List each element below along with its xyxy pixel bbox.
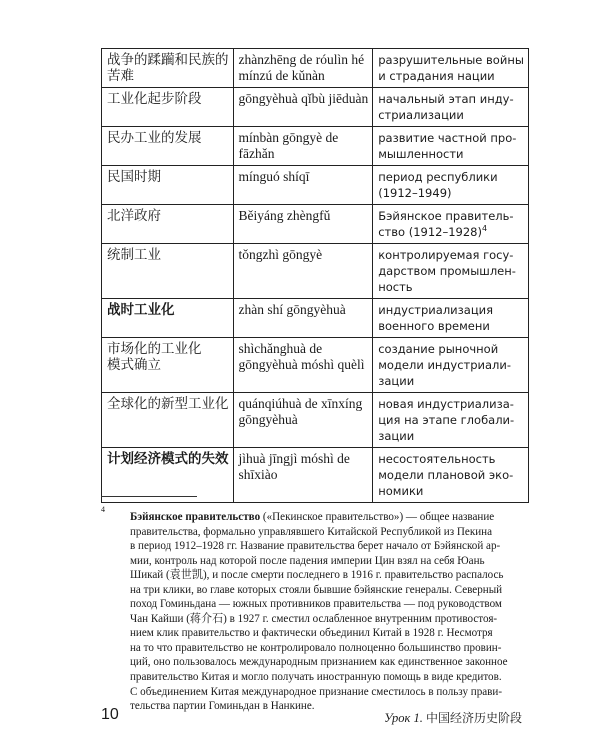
table-row [102,393,529,448]
table-row [102,166,529,205]
pinyin-line: fāzhǎn [238,146,275,161]
russian-translation-line [378,68,524,84]
pinyin-line: shīxiào [238,467,278,482]
footnote-line [130,655,522,670]
chinese-term-line: 苦难 [107,68,134,84]
table-row [102,338,529,393]
russian-translation-text: зации [378,429,415,443]
pinyin-line: shìchǎnghuà de [238,341,323,356]
chinese-term-line: 全球化的新型工业化 [107,396,229,412]
footnote-number: 4 [101,505,105,514]
footnote-line-text: нием клик правительство и фактически объединил Китай в 1928 г. Несмотря [130,627,493,640]
footnote-line-text: правительства, формально управлявшего Китайской Республикой из Пекина [130,525,493,538]
pinyin-line: mínbàn gōngyè de [238,130,339,145]
russian-translation-text: разрушительные войны [378,53,524,67]
russian-translation-cell [373,338,529,393]
russian-translation-text: модели плановой эко- [378,468,514,482]
russian-translation-line [378,467,524,483]
pinyin-cell [233,393,373,448]
russian-translation-line [378,428,524,444]
chinese-term-cell [102,166,234,205]
footnote-line-text: правительство Китая и могло получать иностранную помощь в виде кредитов. [130,671,502,684]
pinyin-line: mínzú de kǔnàn [238,68,325,83]
pinyin-line: zhàn shí gōngyèhuà [238,302,346,317]
pinyin-cell [233,205,373,244]
russian-translation-text: контролируемая госу- [378,248,514,262]
lesson-title: 中国经济历史阶段 [425,711,522,725]
chinese-term-line: 战争的蹂躏和民族的 [107,52,229,68]
russian-translation-line [378,208,524,224]
chinese-term-line: 战时工业化 [107,302,175,318]
russian-translation-line [378,396,524,412]
russian-translation-cell [373,127,529,166]
table-row [102,88,529,127]
russian-translation-text: ство (1912–1928) [378,225,482,239]
table-row [102,127,529,166]
chinese-term-line: 民国时期 [107,169,161,185]
chinese-term-cell [102,88,234,127]
russian-translation-text: зации [378,374,415,388]
footnote-line-text: С объединением Китая международное признание сместилось в пользу прави- [130,685,503,698]
russian-translation-cell [373,244,529,299]
chinese-term-cell [102,338,234,393]
footnote-reference[interactable]: 4 [481,224,488,234]
vocabulary-table-body [102,49,529,503]
chinese-term-cell [102,205,234,244]
russian-translation-line [378,130,524,146]
footnote-line [130,554,522,569]
russian-translation-line [378,318,524,334]
russian-translation-cell [373,166,529,205]
footnote-line-text: Чан Кайши (蒋介石) в 1927 г. сместил ослабленное внутренним противостоя- [130,612,498,625]
footnote-line [130,685,522,700]
russian-translation-text: (1912–1949) [378,186,452,200]
footnote-line-text: поход Гоминьдана — южных противников правительства — под руководством [130,598,502,611]
pinyin-line: gōngyèhuà móshì quèlì [238,357,365,372]
footnote-term: Бэйянское правительство [130,511,261,523]
russian-translation-line [378,247,524,263]
russian-translation-line [378,107,524,123]
russian-translation-cell [373,205,529,244]
footnote-line-text: тельства партии Гоминьдан в Нанкине. [130,700,315,713]
lesson-label: Урок 1. [384,711,423,725]
russian-translation-line [378,341,524,357]
footnote-line-text: мии, контроль над которой после падения империи Цин взял на себя Юань [130,554,485,567]
russian-translation-text: новая индустриализа- [378,397,514,411]
pinyin-line: tǒngzhì gōngyè [238,247,323,262]
russian-translation-text: создание рыночной [378,342,499,356]
russian-translation-line [378,263,524,279]
russian-translation-line [378,91,524,107]
table-row [102,299,529,338]
russian-translation-text: ция на этапе глобали- [378,413,515,427]
chinese-term-cell [102,127,234,166]
chinese-term-cell [102,49,234,88]
russian-translation-line [378,357,524,373]
russian-translation-line [378,483,524,499]
footnote-line [130,583,522,598]
running-head [384,709,522,726]
russian-translation-text: развитие частной про- [378,131,517,145]
footnote-line [130,568,522,583]
russian-translation-text: начальный этап инду- [378,92,514,106]
pinyin-cell [233,127,373,166]
russian-translation-text: Бэйянское правитель- [378,209,514,223]
russian-translation-text: номики [378,484,424,498]
footnote-line [130,626,522,641]
vocabulary-table [101,48,529,503]
footnote-line [130,525,522,540]
russian-translation-text: модели индустриали- [378,358,512,372]
russian-translation-cell [373,299,529,338]
chinese-term-line: 模式确立 [107,357,161,373]
chinese-term-cell [102,244,234,299]
chinese-term-line: 计划经济模式的失效 [107,451,229,467]
footnote-line-text: ций, оно пользовалось международным признанием как единственное законное [130,656,508,669]
footnote-line-text: в период 1912–1928 гг. Название правительства берет начало от Бэйянской ар- [130,540,501,553]
russian-translation-line [378,412,524,428]
footnote-line-text: на три клики, во главе которых стояли бывшие бэйянские генералы. Северный [130,583,503,596]
table-row [102,49,529,88]
pinyin-line: gōngyèhuà [238,412,298,427]
pinyin-line: zhànzhēng de róulìn hé [238,52,365,67]
russian-translation-cell [373,49,529,88]
chinese-term-line: 统制工业 [107,247,161,263]
russian-translation-cell [373,393,529,448]
footnote-line [130,597,522,612]
russian-translation-line [378,373,524,389]
russian-translation-text: и страдания нации [378,69,495,83]
pinyin-cell [233,448,373,503]
pinyin-line: gōngyèhuà qǐbù jiēduàn [238,91,369,106]
page-number: 10 [101,706,119,723]
pinyin-cell [233,88,373,127]
russian-translation-text: дарством промышлен- [378,264,516,278]
table-row [102,448,529,503]
footnote-line [130,670,522,685]
chinese-term-line: 市场化的工业化 [107,341,202,357]
footnote-line-text: («Пекинское правительство») — общее название [260,511,495,523]
pinyin-cell [233,166,373,205]
pinyin-cell [233,299,373,338]
russian-translation-cell [373,448,529,503]
footnote-line [130,510,522,525]
russian-translation-text: мышленности [378,147,464,161]
russian-translation-cell [373,88,529,127]
pinyin-line: quánqiúhuà de xīnxíng [238,396,363,411]
chinese-term-cell [102,393,234,448]
pinyin-line: Běiyáng zhèngfǔ [238,208,331,223]
footnote-line [130,612,522,627]
table-row [102,244,529,299]
pinyin-cell [233,244,373,299]
footnote-line [130,641,522,656]
chinese-term-line: 北洋政府 [107,208,161,224]
russian-translation-line [378,279,524,295]
footnote-line-text: на то что правительство не контролировало полноценно большинство провин- [130,641,502,654]
russian-translation-line [378,169,524,185]
russian-translation-text: период республики [378,170,498,184]
russian-translation-line [378,302,524,318]
pinyin-cell [233,338,373,393]
footnote-text [130,510,522,714]
chinese-term-cell [102,448,234,503]
footnote-separator [101,496,197,497]
russian-translation-line [378,146,524,162]
russian-translation-line [378,185,524,201]
russian-translation-text: ность [378,280,413,294]
russian-translation-text: стриализации [378,108,464,122]
pinyin-line: mínguó shíqī [238,169,310,184]
russian-translation-line [378,451,524,467]
russian-translation-text: военного времени [378,319,490,333]
footnote-line-text: Шикай (袁世凯), и после смерти последнего в 1916 г. правительство распалось [130,569,504,582]
chinese-term-line: 工业化起步阶段 [107,91,202,107]
russian-translation-text: несостоятельность [378,452,496,466]
russian-translation-line [378,52,524,68]
russian-translation-text: индустриализация [378,303,494,317]
russian-translation-line [378,224,524,240]
pinyin-cell [233,49,373,88]
pinyin-line: jìhuà jīngjì móshì de [238,451,350,466]
chinese-term-line: 民办工业的发展 [107,130,202,146]
table-row [102,205,529,244]
footnote-line [130,539,522,554]
chinese-term-cell [102,299,234,338]
